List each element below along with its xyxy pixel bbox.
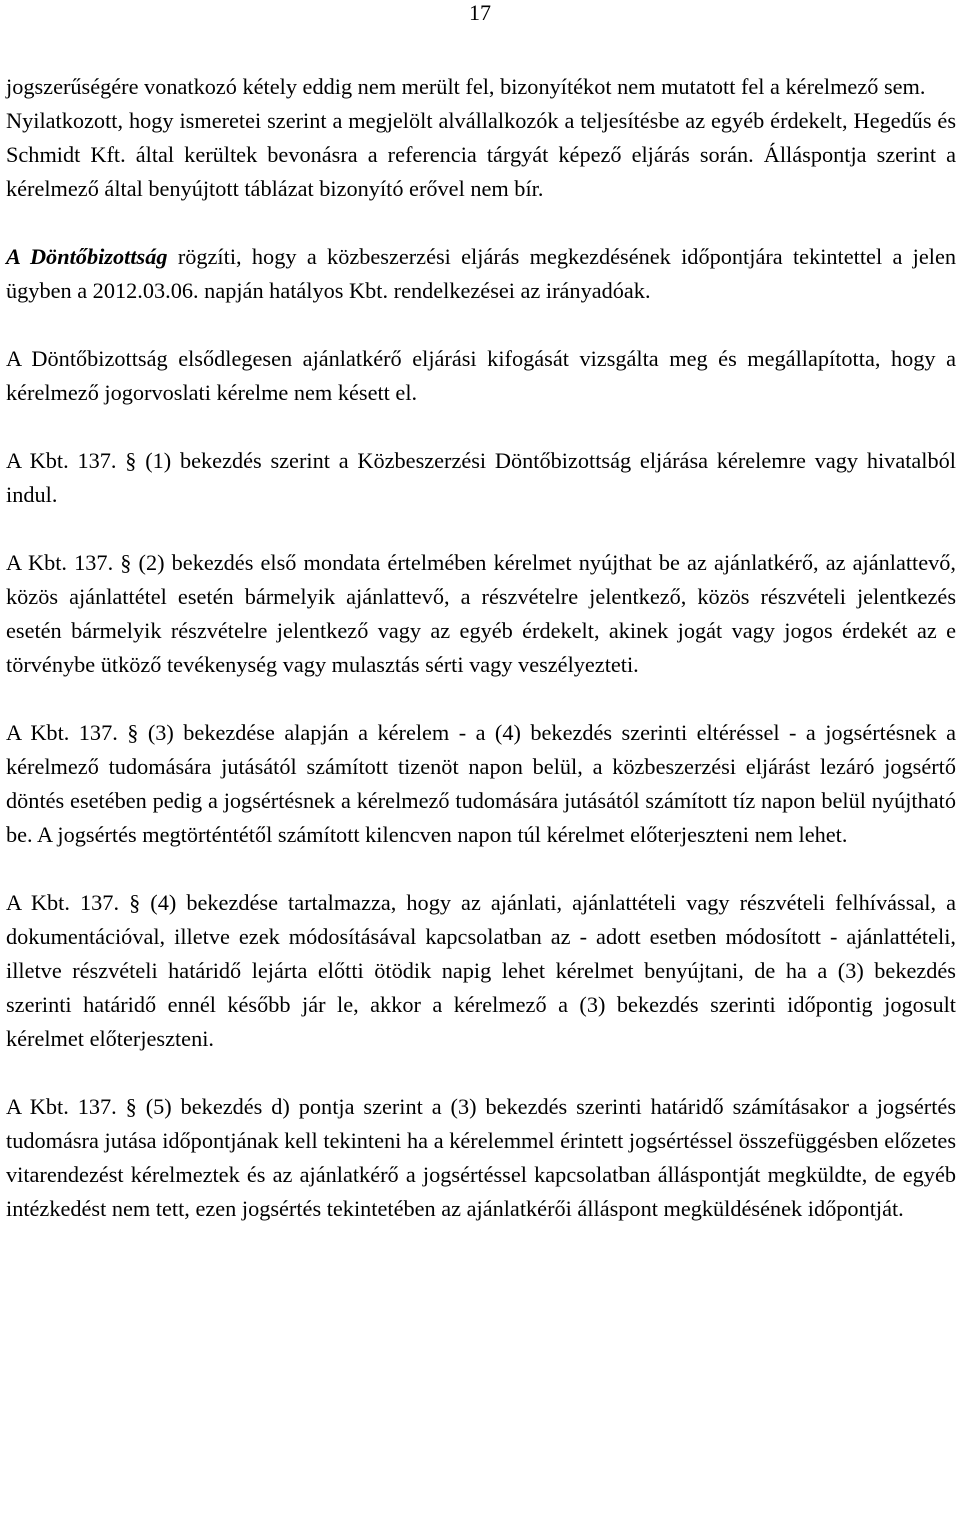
document-body (6, 70, 956, 1226)
page-number: 17 (469, 0, 491, 25)
paragraph-8: A Kbt. 137. § (5) bekezdés d) pontja szerint a (3) bekezdés szerinti határidő számításakor a jogsértés tudomásra jutása időpontjának kell tekinteni ha a kérelemmel érintett jogsértéssel összefüggésben előzetes vitarendezést kérelmeztek és az ajánlatkérő a jogsértéssel kapcsolatban álláspontját megküldte, de egyéb intézkedést nem tett, ezen jogsértés tekintetében az ajánlatkérői álláspont megküldésének időpontját. (6, 1094, 956, 1221)
paragraph-3: A Döntőbizottság elsődlegesen ajánlatkérő eljárási kifogását vizsgálta meg és megállapította, hogy a kérelmező jogorvoslati kérelme nem késett el. (6, 346, 956, 405)
paragraph-7: A Kbt. 137. § (4) bekezdése tartalmazza, hogy az ajánlati, ajánlattételi vagy részvételi felhívással, a dokumentációval, illetve ezek módosításával kapcsolatban az - adott esetben módosított - ajánlattételi, illetve részvételi határidő lejárta előtti ötödik napig lehet kérelmet benyújtani, de ha a (3) bekezdés szerinti határidő ennél később jár le, akkor a kérelmező a (3) bekezdés szerinti időpontig jogosult kérelmet előterjeszteni. (6, 890, 956, 1051)
paragraph-2-text: rögzíti, hogy a közbeszerzési eljárás megkezdésének időpontjára tekintettel a jelen ügyben a 2012.03.06. napján hatályos Kbt. rendelkezései az irányadóak. (6, 244, 956, 303)
paragraph-6: A Kbt. 137. § (3) bekezdése alapján a kérelem - a (4) bekezdés szerinti eltéréssel - a jogsértésnek a kérelmező tudomására jutásától számított tizenöt napon belül, a közbeszerzési eljárást lezáró jogsértő döntés esetében pedig a jogsértésnek a kérelmező tudomására jutásától számított tíz napon belül nyújtható be. A jogsértés megtörténtétől számított kilencven napon túl kérelmet előterjeszteni nem lehet. (6, 720, 956, 847)
paragraph-4: A Kbt. 137. § (1) bekezdés szerint a Közbeszerzési Döntőbizottság eljárása kérelemre vagy hivatalból indul. (6, 448, 956, 507)
paragraph-1-continued: jogszerűségére vonatkozó kétely eddig nem merült fel, bizonyítékot nem mutatott fel a kérelmező sem. (6, 74, 926, 99)
paragraph-5: A Kbt. 137. § (2) bekezdés első mondata értelmében kérelmet nyújthat be az ajánlatkérő, az ajánlattevő, közös ajánlattétel esetén bármelyik ajánlattevő, a részvételre jelentkező, közös részvételi jelentkezés esetén bármelyik részvételre jelentkező vagy az egyéb érdekelt, akinek jogát vagy jogos érdekét az e törvénybe ütköző tevékenység vagy mulasztás sérti vagy veszélyezteti. (6, 550, 956, 677)
paragraph-1: Nyilatkozott, hogy ismeretei szerint a megjelölt alvállalkozók a teljesítésbe az egyéb érdekelt, Hegedűs és Schmidt Kft. által kerültek bevonásra a referencia tárgyát képező eljárás során. Álláspontja szerint a kérelmező által benyújtott táblázat bizonyító erővel nem bír. (6, 108, 956, 201)
paragraph-2 (6, 240, 956, 308)
paragraph-2-emphasis: A Döntőbizottság (6, 244, 168, 269)
